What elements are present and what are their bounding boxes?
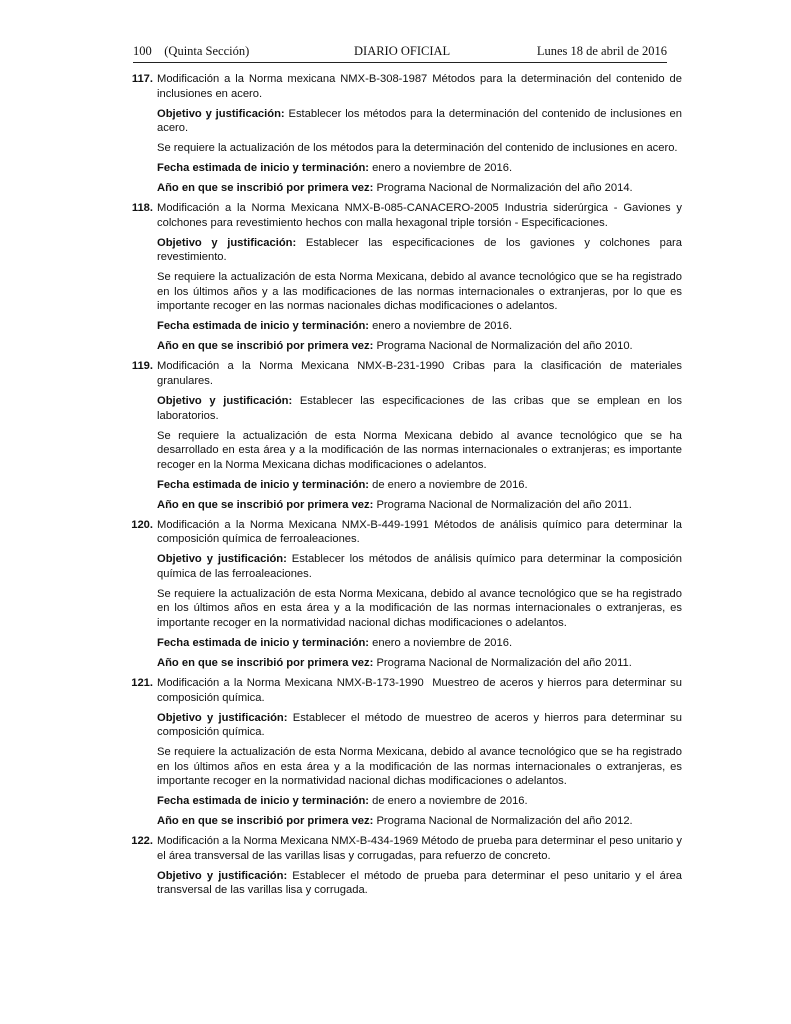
header-date: Lunes 18 de abril de 2016 [536, 44, 667, 58]
first-year-label: Año en que se inscribió por primera vez: [157, 815, 374, 828]
objective-text: Establecer el método de prueba para determinar el peso unitario y el área transversal de las varillas lisa y corrugada. [157, 869, 682, 897]
norm-item-118 [120, 201, 682, 354]
item-number: 120. [131, 518, 153, 531]
first-year-text: Programa Nacional de Normalización del año 2011. [373, 657, 632, 670]
header-publication-title: DIARIO OFICIAL [354, 44, 451, 58]
first-year-text: Programa Nacional de Normalización del año 2011. [373, 498, 632, 511]
dates-label: Fecha estimada de inicio y terminación: [157, 320, 370, 333]
item-first-year [157, 656, 682, 671]
item-objective [157, 107, 682, 136]
dates-text: enero a noviembre de 2016. [369, 162, 513, 175]
dates-label: Fecha estimada de inicio y terminación: [157, 795, 370, 808]
item-dates [157, 794, 682, 809]
item-title: Modificación a la Norma Mexicana NMX-B-085-CANACERO-2005 Industria siderúrgica - Gaviones y colchones para revestimiento hechos con malla hexagonal triple torsión - Especificaciones. [157, 202, 682, 229]
objective-label: Objetivo y justificación: [157, 107, 285, 120]
item-first-year [157, 814, 682, 829]
dates-label: Fecha estimada de inicio y terminación: [157, 637, 370, 650]
objective-text: Establecer el método de muestreo de aceros y hierros para determinar su composición química. [157, 711, 682, 739]
item-objective [157, 711, 682, 740]
item-objective [157, 552, 682, 581]
page-header [133, 44, 667, 62]
norm-item-120 [120, 518, 682, 671]
objective-text: Establecer los métodos para la determinación del contenido de inclusiones en acero. [157, 107, 682, 135]
item-title: Modificación a la Norma Mexicana NMX-B-449-1991 Métodos de análisis químico para determinar la composición química de ferroaleaciones. [157, 518, 682, 546]
dates-text: de enero a noviembre de 2016. [369, 478, 528, 491]
item-number: 119. [131, 360, 153, 373]
item-dates [157, 478, 682, 493]
first-year-text: Programa Nacional de Normalización del año 2014. [373, 182, 633, 195]
item-number: 121. [131, 677, 153, 689]
item-title: Modificación a la Norma Mexicana NMX-B-173-1990 Muestreo de aceros y hierros para determinar su composición química. [157, 677, 686, 704]
item-first-year [157, 339, 682, 354]
objective-label: Objetivo y justificación: [157, 394, 293, 407]
item-requirement: Se requiere la actualización de esta Norma Mexicana debido al avance tecnológico que se ha desarrollado en esta área y a la modificación de las normas internacionales o extranjeras; es importante recoger en la Norma Mexicana dichas modificaciones o adelantos. [157, 429, 682, 471]
dates-text: enero a noviembre de 2016. [369, 320, 513, 333]
objective-label: Objetivo y justificación: [157, 553, 287, 566]
dates-label: Fecha estimada de inicio y terminación: [157, 478, 370, 491]
norm-item-117 [120, 72, 682, 196]
item-first-year [157, 181, 682, 196]
norm-item-122 [120, 834, 682, 898]
objective-label: Objetivo y justificación: [157, 711, 288, 724]
item-objective [157, 236, 682, 265]
item-dates [157, 319, 682, 334]
document-body [120, 72, 686, 903]
objective-label: Objetivo y justificación: [157, 869, 288, 882]
item-number: 122. [131, 835, 153, 848]
item-title: Modificación a la Norma Mexicana NMX-B-434-1969 Método de prueba para determinar el peso unitario y el área transversal de las varillas lisas y corrugadas, para refuerzo de concreto. [157, 835, 682, 862]
item-dates [157, 636, 682, 651]
dates-label: Fecha estimada de inicio y terminación: [157, 162, 370, 175]
first-year-label: Año en que se inscribió por primera vez: [157, 182, 374, 195]
item-requirement: Se requiere la actualización de esta Norma Mexicana, debido al avance tecnológico que se ha registrado en los últimos años en esta área y a la modificación de las normas internacionales o extranjeras, es importante recoger en la normatividad nacional dichas modificaciones o adelantos. [157, 746, 682, 788]
item-requirement: Se requiere la actualización de esta Norma Mexicana, debido al avance tecnológico que se ha registrado en los últimos años y a las modificaciones de las normas internacionales o extranjeras, por lo que es importante recoger en las normas nacionales dichas modificaciones o adelantos. [157, 271, 682, 313]
item-requirement: Se requiere la actualización de los métodos para la determinación del contenido de inclusiones en acero. [157, 142, 678, 155]
item-title: Modificación a la Norma Mexicana NMX-B-231-1990 Cribas para la clasificación de materiales granulares. [157, 360, 682, 387]
objective-label: Objetivo y justificación: [157, 236, 297, 249]
item-objective [157, 869, 682, 898]
item-title: Modificación a la Norma mexicana NMX-B-308-1987 Métodos para la determinación del contenido de inclusiones en acero. [157, 73, 682, 100]
objective-text: Establecer los métodos de análisis químico para determinar la composición química de las ferroaleaciones. [157, 553, 682, 580]
header-page-section: 100 (Quinta Sección) [133, 44, 250, 58]
header-rule [133, 62, 667, 63]
item-requirement: Se requiere la actualización de esta Norma Mexicana, debido al avance tecnológico que se ha registrado en los últimos años en esta área y a la modificación de las normas internacionales o extranjeras, es importante recoger en la normatividad nacional dichas modificaciones o adelantos. [157, 587, 682, 630]
first-year-label: Año en que se inscribió por primera vez: [157, 657, 374, 670]
first-year-text: Programa Nacional de Normalización del año 2010. [373, 340, 633, 353]
objective-text: Establecer las especificaciones de las cribas que se emplean en los laboratorios. [157, 394, 682, 422]
item-number: 117. [131, 73, 153, 85]
first-year-label: Año en que se inscribió por primera vez: [157, 498, 374, 511]
norm-item-119 [120, 359, 682, 512]
item-first-year [157, 498, 682, 513]
first-year-text: Programa Nacional de Normalización del año 2012. [373, 815, 633, 828]
objective-text: Establecer las especificaciones de los gaviones y colchones para revestimiento. [157, 236, 682, 264]
item-dates [157, 161, 682, 176]
dates-text: de enero a noviembre de 2016. [369, 795, 528, 808]
dates-text: enero a noviembre de 2016. [369, 637, 513, 650]
norm-item-121 [120, 676, 686, 829]
item-objective [157, 394, 682, 423]
item-number: 118. [131, 202, 153, 215]
first-year-label: Año en que se inscribió por primera vez: [157, 340, 374, 353]
